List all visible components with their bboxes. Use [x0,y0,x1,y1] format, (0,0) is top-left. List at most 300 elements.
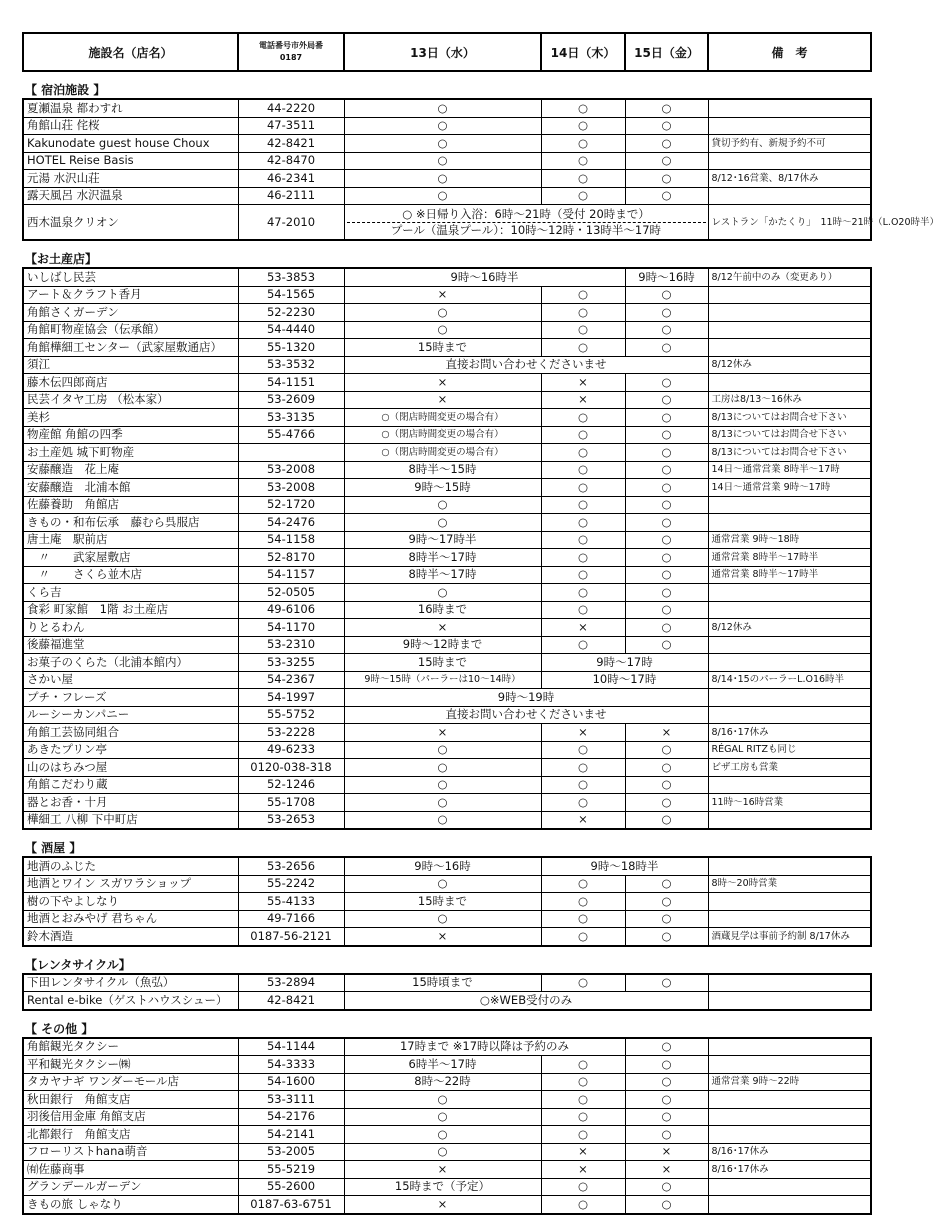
facility-name: フローリストhana萌音 [23,1143,238,1161]
table-row [23,461,871,479]
note: 酒蔵見学は事前予約制 8/17休み [708,928,871,946]
section-title: 【お土産店】 [25,252,98,266]
facility-name: きもの・和布伝承 藤むら呉服店 [23,514,238,532]
status-day-13: ○ [344,135,541,153]
status-day-15: ○ [625,339,708,357]
phone-number: 54-2476 [238,514,344,532]
status-day-14: ○ [541,304,625,322]
status-day-14: ○ [541,514,625,532]
note [708,654,871,672]
note: 8/16･17休み [708,1161,871,1179]
phone-number: 53-2005 [238,1143,344,1161]
status-day-15: ○ [625,426,708,444]
note [708,1108,871,1126]
facility-name: 美杉 [23,409,238,427]
table-row [23,1108,871,1126]
table-row [23,1056,871,1074]
status-day-13: ○（閉店時間変更の場合有） [344,409,541,427]
status-merged: 9時～17時 [541,654,708,672]
status-day-13: × [344,286,541,304]
facility-name: 食彩 町家館 1階 お土産店 [23,601,238,619]
status-day-15: ○ [625,514,708,532]
status-day-13: × [344,391,541,409]
phone-number: 52-0505 [238,584,344,602]
status-day-13: ○（閉店時間変更の場合有） [344,426,541,444]
facility-name: 須江 [23,356,238,374]
status-merged: 9時～16時半 [344,268,625,286]
hours-table [22,32,939,1215]
facility-name: 露天風呂 水沢温泉 [23,187,238,205]
phone-number: 54-1151 [238,374,344,392]
phone-number: 0187-56-2121 [238,928,344,946]
status-day-13: ○ [344,117,541,135]
status-day-14: ○ [541,444,625,462]
status-merged: 17時まで ※17時以降は予約のみ [344,1038,625,1056]
table-row [23,928,871,946]
status-day-13: ○ [344,187,541,205]
status-day-15: ○ [625,461,708,479]
facility-name: お土産処 城下町物産 [23,444,238,462]
table-row [23,875,871,893]
note [708,1056,871,1074]
note: 14日～通常営業 9時～17時 [708,479,871,497]
phone-number: 52-2230 [238,304,344,322]
phone-number: 0187-63-6751 [238,1196,344,1214]
status-day-14: ○ [541,741,625,759]
section-header [23,946,871,974]
note: 8/12･16営業、8/17休み [708,170,871,188]
status-day-13: 9時～15時（パーラーは10～14時） [344,671,541,689]
note: 8/13についてはお問合せ下さい [708,426,871,444]
facility-name: くら吉 [23,584,238,602]
facility-name: りとるわん [23,619,238,637]
status-day-13: × [344,928,541,946]
facility-name: 民芸イタヤ工房 （松本家） [23,391,238,409]
table-row [23,286,871,304]
note: 11時～16時営業 [708,794,871,812]
facility-name: 平和観光タクシー㈱ [23,1056,238,1074]
status-day-15: × [625,1161,708,1179]
status-merged: 直接お問い合わせくださいませ [344,356,708,374]
section-header [23,1010,871,1038]
status-day-13: ○ [344,910,541,928]
table-row [23,1126,871,1144]
facility-name: 秋田銀行 角館支店 [23,1091,238,1109]
table-row [23,636,871,654]
phone-number: 53-2008 [238,461,344,479]
note [708,584,871,602]
facility-name: 安藤醸造 花上庵 [23,461,238,479]
status-day-15: ○ [625,601,708,619]
status-day-13: ○ [344,875,541,893]
table-row [23,759,871,777]
status-day-13: ○ [344,1126,541,1144]
status-day-15: ○ [625,170,708,188]
table-row [23,1143,871,1161]
table-row [23,1196,871,1214]
status-day-15: ○ [625,619,708,637]
status-day-14: × [541,374,625,392]
status-day-14: × [541,1143,625,1161]
status-day-13: ○ [344,1108,541,1126]
status-day-15: ○ [625,1108,708,1126]
phone-number: 54-3333 [238,1056,344,1074]
table-row [23,689,871,707]
header-row [23,33,871,71]
header-area-code: 0187 [279,53,303,62]
phone-number: 53-2894 [238,974,344,992]
note [708,689,871,707]
phone-number: 53-2656 [238,857,344,875]
phone-number: 53-3532 [238,356,344,374]
facility-name: 角館町物産協会（伝承館） [23,321,238,339]
status-day-15: ○ [625,391,708,409]
table-row [23,170,871,188]
hours-line-1: ○ ※日帰り入浴：6時～21時（受付 20時まで） [347,207,706,223]
phone-number: 53-2008 [238,479,344,497]
phone-number: 52-1246 [238,776,344,794]
status-day-14: ○ [541,566,625,584]
status-day-13: ○ [344,794,541,812]
note: 通常営業 8時半～17時半 [708,566,871,584]
table-row [23,893,871,911]
phone-number: 53-2310 [238,636,344,654]
status-day-15: ○ [625,374,708,392]
status-day-13: × [344,1196,541,1214]
status-day-13: ○ [344,759,541,777]
note [708,1126,871,1144]
status-day-14: × [541,619,625,637]
table-row [23,339,871,357]
section-title: 【 宿泊施設 】 [25,83,106,97]
status-day-14: ○ [541,584,625,602]
facility-name: 夏瀬温泉 都わすれ [23,99,238,117]
status-day-14: ○ [541,117,625,135]
note: 8/16･17休み [708,724,871,742]
status-day-15: ○ [625,321,708,339]
status-day-13: × [344,374,541,392]
table-row [23,444,871,462]
status-day-13: ○ [344,1143,541,1161]
phone-number: 53-3135 [238,409,344,427]
status-day-15: ○ [625,531,708,549]
status-day-15: ○ [625,776,708,794]
status-day-14: ○ [541,152,625,170]
section-title: 【 酒屋 】 [25,841,82,855]
status-day-15: ○ [625,741,708,759]
table-row [23,741,871,759]
note: 通常営業 8時半～17時半 [708,549,871,567]
status-day-13: 15時まで [344,893,541,911]
note: 通常営業 9時～22時 [708,1073,871,1091]
phone-number: 46-2341 [238,170,344,188]
table-row [23,391,871,409]
table-row [23,974,871,992]
table-row [23,99,871,117]
note: 8/12休み [708,619,871,637]
note [708,910,871,928]
facility-name: 山のはちみつ屋 [23,759,238,777]
table-row [23,671,871,689]
table-row [23,514,871,532]
status-day-14: ○ [541,1056,625,1074]
table-row [23,1091,871,1109]
status-day-14: × [541,724,625,742]
status-day-14: ○ [541,1073,625,1091]
status-day-15: ○ [625,187,708,205]
status-day-13: ○ [344,152,541,170]
facility-name: ルーシーカンパニー [23,706,238,724]
note [708,304,871,322]
table-body [23,71,939,1214]
table-row [23,857,871,875]
status-day-15: ○ [625,636,708,654]
note [708,152,871,170]
note [708,1196,871,1214]
phone-number: 53-2653 [238,811,344,829]
status-day-13: ○ [344,170,541,188]
status-day-14: ○ [541,461,625,479]
status-day-14: ○ [541,286,625,304]
hours-line-2: プール（温泉プール）：10時～12時・13時半～17時 [390,222,662,237]
table-row [23,374,871,392]
status-day-14: ○ [541,409,625,427]
phone-number: 42-8470 [238,152,344,170]
facility-name: いしばし民芸 [23,268,238,286]
status-day-14: ○ [541,759,625,777]
facility-name: 地酒のふじた [23,857,238,875]
status-day-15: ○ [625,1126,708,1144]
status-day-13: ○ [344,321,541,339]
facility-name: きもの旅 しゃなり [23,1196,238,1214]
status-day-13: 15時まで [344,339,541,357]
status-day-15: ○ [625,759,708,777]
note [708,992,871,1010]
phone-number [238,444,344,462]
note [708,321,871,339]
phone-number: 53-3853 [238,268,344,286]
note: 14日～通常営業 8時半～17時 [708,461,871,479]
note [708,99,871,117]
note: 工房は8/13～16休み [708,391,871,409]
phone-number: 52-1720 [238,496,344,514]
note [708,514,871,532]
facility-name: 鈴木酒造 [23,928,238,946]
status-day-13: × [344,1161,541,1179]
status-day-13: 15時頃まで [344,974,541,992]
status-day-14: ○ [541,794,625,812]
facility-name: あきたプリン亭 [23,741,238,759]
note: 8/13についてはお問合せ下さい [708,444,871,462]
table-row [23,584,871,602]
table-row [23,619,871,637]
status-merged: 9時～19時 [344,689,708,707]
table-row [23,409,871,427]
note: RÉGAL RITZも同じ [708,741,871,759]
facility-name: 下田レンタサイクル（魚弘） [23,974,238,992]
section-header [23,240,871,268]
facility-name: 北都銀行 角館支店 [23,1126,238,1144]
facility-name: ㈲佐藤商事 [23,1161,238,1179]
status-day-13: ○ [344,741,541,759]
status-day-15: ○ [625,811,708,829]
facility-name: Rental e-bike（ゲストハウスシュー） [23,992,238,1010]
status-day-15: ○ [625,286,708,304]
status-day-14: ○ [541,426,625,444]
phone-number: 42-8421 [238,135,344,153]
phone-number: 0120-038-318 [238,759,344,777]
status-day-15: ○ [625,135,708,153]
note [708,339,871,357]
status-day-13: ○ [344,496,541,514]
table-row [23,910,871,928]
phone-number: 53-3255 [238,654,344,672]
phone-number: 55-5752 [238,706,344,724]
phone-number: 55-1708 [238,794,344,812]
phone-number: 42-8421 [238,992,344,1010]
section-title: 【レンタサイクル】 [25,957,131,972]
status-day-14: × [541,391,625,409]
table-row [23,531,871,549]
status-day-15: ○ [625,1073,708,1091]
header-phone-label: 電話番号市外局番 [259,41,323,50]
phone-number: 54-1157 [238,566,344,584]
status-day-13: 8時～22時 [344,1073,541,1091]
facility-name: プチ・フレーズ [23,689,238,707]
hours-detail [344,205,708,241]
note [708,496,871,514]
status-day-15: ○ [625,910,708,928]
status-day-13: 8時半～17時 [344,566,541,584]
table-row [23,724,871,742]
status-day-14: ○ [541,99,625,117]
status-day-13: 15時まで（予定） [344,1178,541,1196]
status-day-15: × [625,724,708,742]
phone-number: 54-1170 [238,619,344,637]
phone-number: 54-1565 [238,286,344,304]
status-day-13: ○ [344,776,541,794]
table-row [23,776,871,794]
table-row [23,1073,871,1091]
status-day-13: 9時～17時半 [344,531,541,549]
table-row [23,1038,871,1056]
facility-name: 角館こだわり蔵 [23,776,238,794]
status-day-15: ○ [625,974,708,992]
phone-number: 47-3511 [238,117,344,135]
status-day-13: × [344,724,541,742]
status-day-14: × [541,811,625,829]
status-day-15: ○ [625,1178,708,1196]
status-merged: 10時～17時 [541,671,708,689]
header-phone [238,33,344,71]
status-day-14: ○ [541,910,625,928]
facility-name: HOTEL Reise Basis [23,152,238,170]
status-day-14: ○ [541,549,625,567]
status-day-14: ○ [541,601,625,619]
note [708,601,871,619]
phone-number: 53-2228 [238,724,344,742]
facility-name: 樹の下やよしなり [23,893,238,911]
status-day-13: 6時半～17時 [344,1056,541,1074]
status-day-15: ○ [625,496,708,514]
facility-name: 角館山荘 侘桜 [23,117,238,135]
phone-number: 52-8170 [238,549,344,567]
note: 8/12休み [708,356,871,374]
note [708,893,871,911]
table-row [23,549,871,567]
status-day-15: ○ [625,444,708,462]
note [708,374,871,392]
status-day-13: ○ [344,514,541,532]
status-day-15: × [625,1143,708,1161]
facility-name: 器とお香・十月 [23,794,238,812]
facility-name: 角館さくガーデン [23,304,238,322]
status-day-13: ○ [344,304,541,322]
phone-number: 44-2220 [238,99,344,117]
status-day-15: 9時～16時 [625,268,708,286]
phone-number: 49-7166 [238,910,344,928]
facility-name: 唐土庵 駅前店 [23,531,238,549]
table-row [23,187,871,205]
status-day-14: ○ [541,875,625,893]
status-day-14: ○ [541,974,625,992]
facility-name: 安藤醸造 北浦本館 [23,479,238,497]
phone-number: 53-2609 [238,391,344,409]
note: ビザ工房も営業 [708,759,871,777]
phone-number: 54-2141 [238,1126,344,1144]
facility-name: 〃 武家屋敷店 [23,549,238,567]
header-day-14: 14日（木） [541,33,625,71]
facility-name: 後藤福進堂 [23,636,238,654]
table-row [23,706,871,724]
facility-name: 藤木伝四郎商店 [23,374,238,392]
note [708,117,871,135]
status-day-15: ○ [625,99,708,117]
status-merged: 直接お問い合わせくださいませ [344,706,708,724]
phone-number: 54-1600 [238,1073,344,1091]
phone-number: 55-4766 [238,426,344,444]
table-row [23,426,871,444]
section-header [23,829,871,857]
status-day-14: ○ [541,1196,625,1214]
note: 8/16･17休み [708,1143,871,1161]
status-day-13: ○ [344,99,541,117]
phone-number: 55-1320 [238,339,344,357]
status-day-13: 8時半～17時 [344,549,541,567]
table-row [23,479,871,497]
note: 貸切予約有、新規予約不可 [708,135,871,153]
phone-number: 55-4133 [238,893,344,911]
note [708,776,871,794]
phone-number: 53-3111 [238,1091,344,1109]
phone-number: 49-6233 [238,741,344,759]
facility-name: 樺細工 八柳 下中町店 [23,811,238,829]
status-day-13: 9時～15時 [344,479,541,497]
status-day-15: ○ [625,409,708,427]
status-day-15: ○ [625,304,708,322]
phone-number: 47-2010 [238,205,344,241]
facility-name: お菓子のくらた（北浦本館内） [23,654,238,672]
status-day-15: ○ [625,117,708,135]
business-hours-sheet [22,32,939,1215]
status-merged: ○※WEB受付のみ [344,992,708,1010]
facility-name: 地酒とワイン スガワラショップ [23,875,238,893]
status-day-14: ○ [541,1091,625,1109]
facility-name: 物産館 角館の四季 [23,426,238,444]
facility-name: グランデールガーデン [23,1178,238,1196]
status-day-13: 9時～16時 [344,857,541,875]
table-row [23,601,871,619]
